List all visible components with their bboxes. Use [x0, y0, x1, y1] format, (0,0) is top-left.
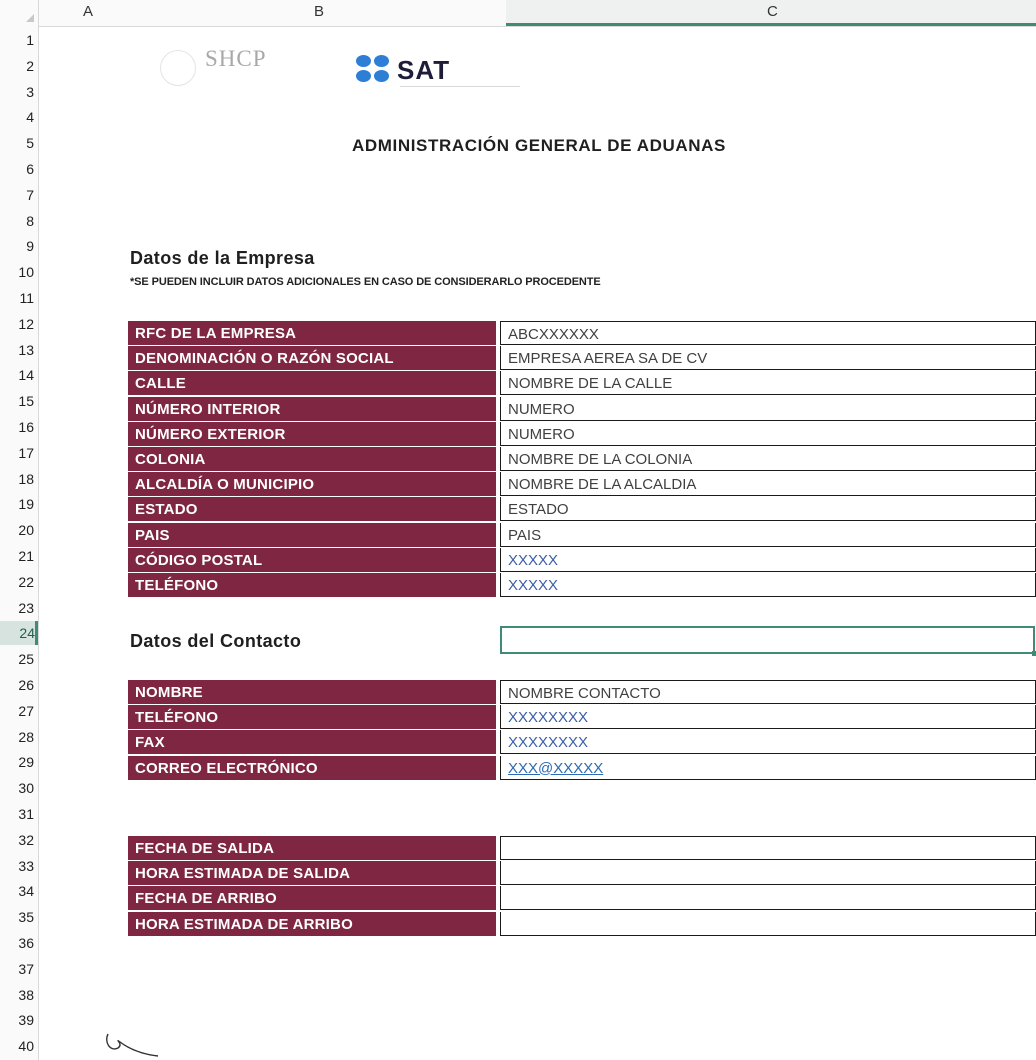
field-value-cell[interactable]: NOMBRE DE LA COLONIA: [500, 447, 1036, 471]
row-header-40[interactable]: 40: [18, 1038, 34, 1055]
field-value-cell[interactable]: [500, 836, 1036, 860]
column-header-a[interactable]: A: [83, 3, 94, 20]
column-header-bar: [0, 0, 1036, 27]
shcp-logo: SHCP: [205, 46, 267, 71]
row-header-26[interactable]: 26: [18, 677, 34, 693]
row-header-7[interactable]: 7: [26, 186, 34, 203]
field-value-cell[interactable]: NOMBRE DE LA ALCALDIA: [500, 472, 1036, 496]
row-header-11[interactable]: 11: [19, 290, 34, 306]
signature-mark: [100, 1030, 160, 1060]
field-label: DENOMINACIÓN O RAZÓN SOCIAL: [128, 346, 496, 370]
row-header-1[interactable]: 1: [26, 32, 34, 48]
row-header-17[interactable]: 17: [18, 444, 34, 461]
row-header-21[interactable]: 21: [18, 548, 34, 564]
page-title: ADMINISTRACIÓN GENERAL DE ADUANAS: [352, 136, 726, 155]
row-header-37[interactable]: 37: [18, 960, 34, 977]
field-label: FECHA DE ARRIBO: [128, 886, 496, 910]
row-header-18[interactable]: 18: [18, 470, 34, 487]
field-label: TELÉFONO: [128, 705, 496, 729]
field-value-cell[interactable]: NOMBRE CONTACTO: [500, 680, 1036, 704]
row-header-bar: [0, 26, 39, 1060]
sat-logo: SAT: [397, 55, 451, 85]
field-value-cell[interactable]: NUMERO: [500, 422, 1036, 446]
active-cell-selection[interactable]: [500, 626, 1035, 654]
row-header-16[interactable]: 16: [18, 419, 34, 435]
table-row: [128, 573, 1036, 597]
shcp-emblem-icon: [160, 50, 196, 86]
field-label: FECHA DE SALIDA: [128, 836, 496, 860]
table-row: [128, 756, 1036, 780]
table-row: [128, 523, 1036, 547]
field-label: TELÉFONO: [128, 573, 496, 597]
row-header-31[interactable]: 31: [18, 806, 34, 822]
table-row: [128, 730, 1036, 754]
row-header-4[interactable]: 4: [26, 109, 34, 126]
field-value-cell[interactable]: [500, 861, 1036, 885]
table-row: [128, 447, 1036, 471]
field-value-cell[interactable]: NUMERO: [500, 397, 1036, 421]
table-row: [128, 472, 1036, 496]
field-label: ESTADO: [128, 497, 496, 521]
row-header-13[interactable]: 13: [18, 341, 34, 358]
field-label: CALLE: [128, 371, 496, 395]
field-value-cell[interactable]: XXXXX: [500, 548, 1036, 572]
field-label: HORA ESTIMADA DE SALIDA: [128, 861, 496, 885]
table-row: [128, 836, 1036, 860]
field-label: NÚMERO EXTERIOR: [128, 422, 496, 446]
row-header-12[interactable]: 12: [18, 315, 34, 332]
column-header-b[interactable]: B: [314, 3, 325, 20]
field-label: RFC DE LA EMPRESA: [128, 321, 496, 345]
table-row: [128, 680, 1036, 704]
row-header-38[interactable]: 38: [18, 986, 34, 1003]
field-value-cell[interactable]: [500, 886, 1036, 910]
row-header-32[interactable]: 32: [18, 831, 34, 848]
field-value-cell[interactable]: EMPRESA AEREA SA DE CV: [500, 346, 1036, 370]
logo-divider: [400, 86, 520, 87]
select-all-corner[interactable]: [0, 0, 39, 26]
field-label: PAIS: [128, 523, 496, 547]
column-header-c[interactable]: C: [767, 3, 778, 20]
row-header-10[interactable]: 10: [18, 264, 34, 281]
table-row: [128, 371, 1036, 395]
row-header-19[interactable]: 19: [18, 496, 34, 513]
row-header-28[interactable]: 28: [18, 728, 34, 745]
field-label: ALCALDÍA O MUNICIPIO: [128, 472, 496, 496]
field-value-cell[interactable]: NOMBRE DE LA CALLE: [500, 371, 1036, 395]
table-row: [128, 497, 1036, 521]
row-header-15[interactable]: 15: [18, 393, 34, 410]
field-label: NÚMERO INTERIOR: [128, 397, 496, 421]
row-header-36[interactable]: 36: [18, 935, 34, 951]
row-header-29[interactable]: 29: [18, 754, 34, 771]
table-row: [128, 422, 1036, 446]
row-header-34[interactable]: 34: [18, 883, 34, 900]
row-header-33[interactable]: 33: [18, 857, 34, 874]
field-label: CÓDIGO POSTAL: [128, 548, 496, 572]
table-row: [128, 861, 1036, 885]
table-row: [128, 346, 1036, 370]
row-header-24[interactable]: 24: [0, 621, 38, 645]
row-header-3[interactable]: 3: [26, 83, 34, 100]
table-row: [128, 705, 1036, 729]
row-header-30[interactable]: 30: [18, 780, 34, 797]
field-value-cell[interactable]: XXXXXXXX: [500, 730, 1036, 754]
section-title-contacto: Datos del Contacto: [130, 631, 302, 651]
row-header-27[interactable]: 27: [18, 702, 34, 719]
field-value-cell[interactable]: XXXXX: [500, 573, 1036, 597]
row-header-8[interactable]: 8: [26, 212, 34, 229]
row-header-22[interactable]: 22: [18, 573, 34, 590]
table-row: [128, 912, 1036, 936]
field-value-cell[interactable]: XXXXXXXX: [500, 705, 1036, 729]
field-value-cell[interactable]: XXX@XXXXX: [500, 756, 1036, 780]
row-header-6[interactable]: 6: [26, 161, 34, 177]
field-label: NOMBRE: [128, 680, 496, 704]
table-row: [128, 548, 1036, 572]
field-label: COLONIA: [128, 447, 496, 471]
field-value-cell[interactable]: [500, 912, 1036, 936]
row-header-25[interactable]: 25: [18, 651, 34, 668]
row-header-9[interactable]: 9: [26, 238, 34, 255]
sat-dots-icon: [356, 55, 394, 85]
field-label: CORREO ELECTRÓNICO: [128, 756, 496, 780]
field-label: HORA ESTIMADA DE ARRIBO: [128, 912, 496, 936]
table-row: [128, 397, 1036, 421]
row-header-39[interactable]: 39: [18, 1012, 34, 1029]
field-value-cell[interactable]: ABCXXXXXX: [500, 321, 1036, 345]
field-value-cell[interactable]: ESTADO: [500, 497, 1036, 521]
field-label: FAX: [128, 730, 496, 754]
table-row: [128, 886, 1036, 910]
row-header-20[interactable]: 20: [18, 522, 34, 539]
section-note: *SE PUEDEN INCLUIR DATOS ADICIONALES EN CASO DE CONSIDERARLO PROCEDENTE: [130, 276, 601, 288]
row-header-35[interactable]: 35: [18, 909, 34, 926]
row-header-5[interactable]: 5: [26, 135, 34, 152]
row-header-23[interactable]: 23: [18, 599, 34, 616]
row-header-2[interactable]: 2: [26, 57, 34, 74]
table-row: [128, 321, 1036, 345]
row-header-14[interactable]: 14: [18, 367, 34, 384]
section-title-empresa: Datos de la Empresa: [130, 248, 315, 268]
field-value-cell[interactable]: PAIS: [500, 523, 1036, 547]
